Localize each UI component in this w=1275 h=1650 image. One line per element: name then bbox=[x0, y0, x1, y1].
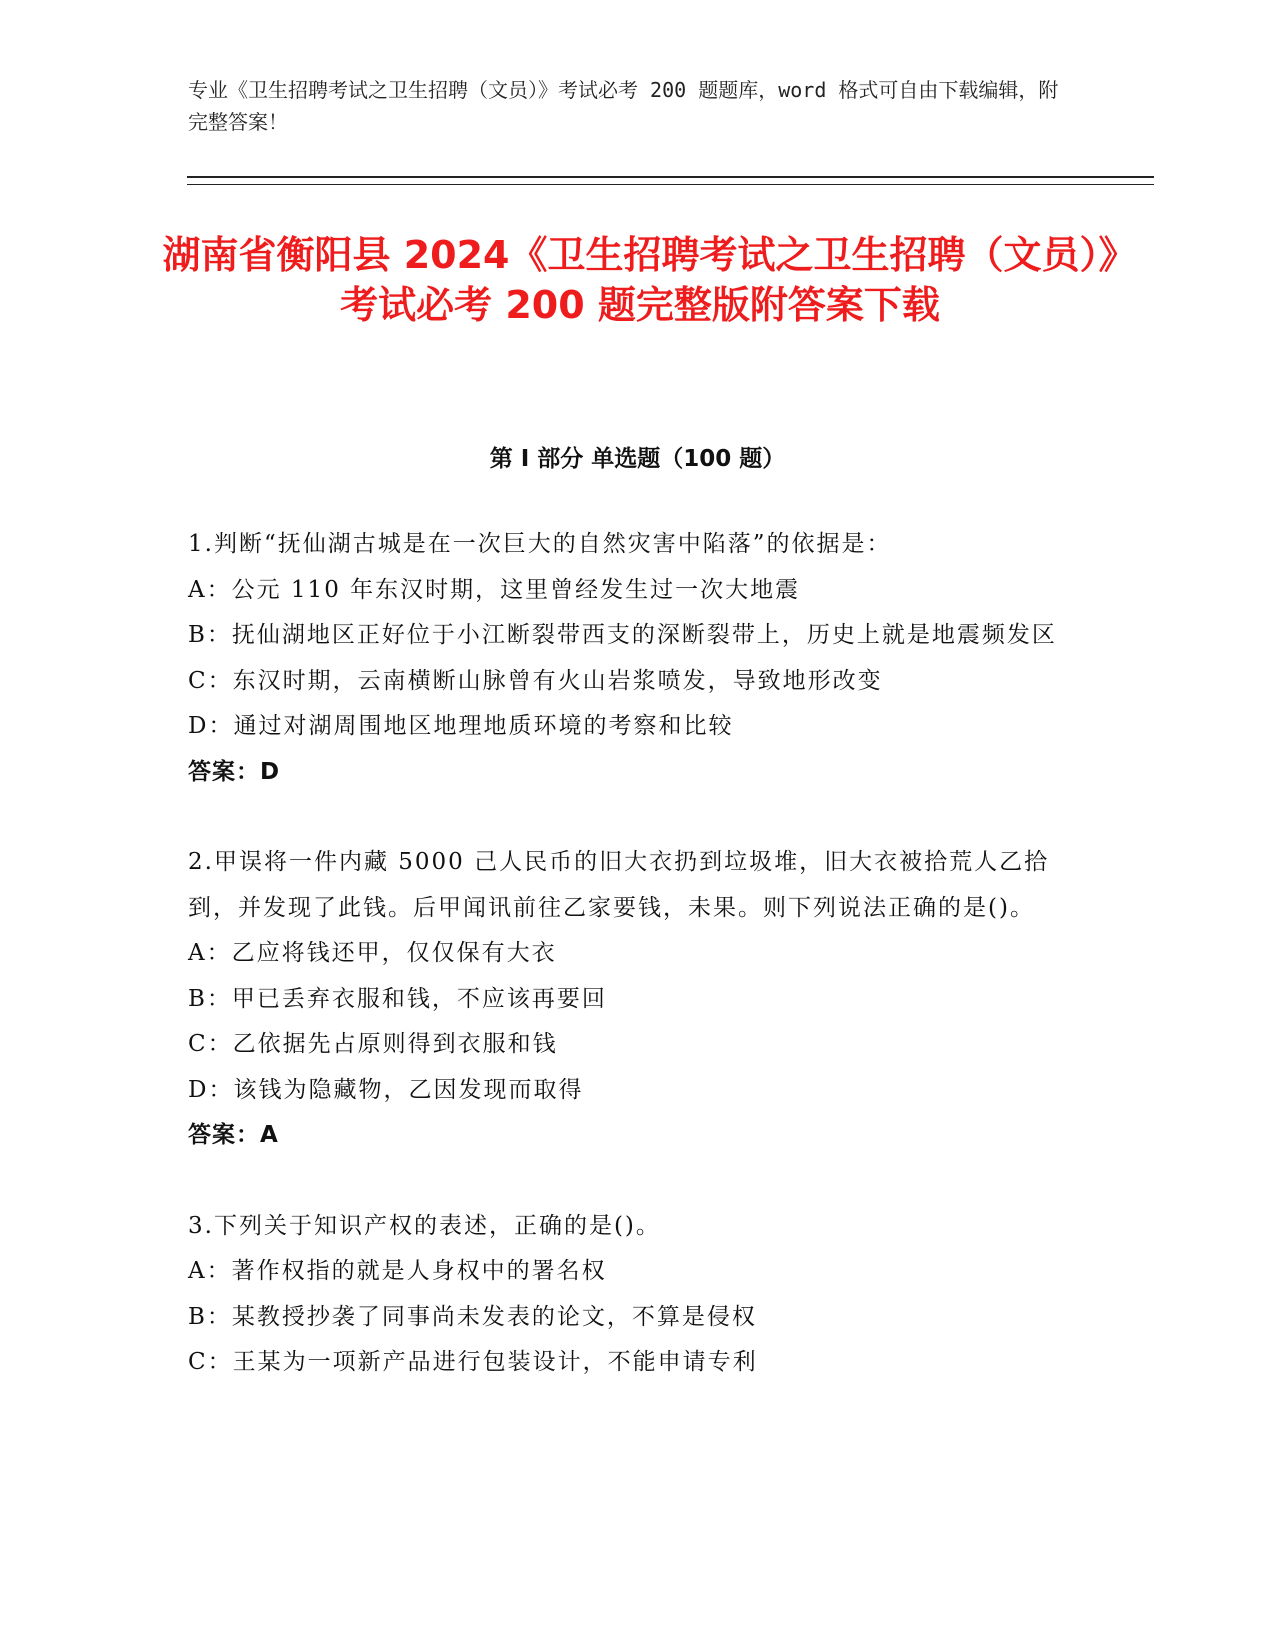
question-2 bbox=[188, 840, 1078, 1159]
question-stem: 2.甲误将一件内藏 5000 己人民币的旧大衣扔到垃圾堆，旧大衣被拾荒人乙拾到，并发现了此钱。后甲闻讯前往乙家要钱，未果。则下列说法正确的是()。 bbox=[188, 849, 1050, 921]
option-b: B：某教授抄袭了同事尚未发表的论文，不算是侵权 bbox=[188, 1303, 757, 1330]
option-b: B：甲已丢弃衣服和钱，不应该再要回 bbox=[188, 985, 607, 1012]
question-stem: 1.判断“抚仙湖古城是在一次巨大的自然灾害中陷落”的依据是： bbox=[188, 531, 892, 557]
option-c: C：东汉时期，云南横断山脉曾有火山岩浆喷发，导致地形改变 bbox=[188, 667, 883, 694]
header-note: 专业《卫生招聘考试之卫生招聘（文员）》考试必考 200 题题库，word 格式可自由下载编辑，附完整答案！ bbox=[188, 78, 1059, 134]
option-b: B：抚仙湖地区正好位于小江断裂带西支的深断裂带上，历史上就是地震频发区 bbox=[188, 622, 1057, 648]
question-stem: 3.下列关于知识产权的表述，正确的是()。 bbox=[188, 1212, 661, 1239]
option-d: D：通过对湖周围地区地理地质环境的考察和比较 bbox=[188, 713, 734, 739]
header-divider-thin bbox=[187, 184, 1154, 185]
answer-label: 答案：D bbox=[188, 758, 281, 785]
question-3 bbox=[188, 1204, 1078, 1386]
question-1 bbox=[188, 522, 1078, 795]
option-c: C：王某为一项新产品进行包装设计，不能申请专利 bbox=[188, 1349, 758, 1375]
option-a: A：乙应将钱还甲，仅仅保有大衣 bbox=[188, 940, 557, 966]
document-title: 湖南省衡阳县 2024《卫生招聘考试之卫生招聘（文员）》考试必考 200 题完整版附答案下载 bbox=[162, 233, 1118, 327]
section-heading: 第 I 部分 单选题（100 题） bbox=[489, 446, 786, 472]
option-d: D：该钱为隐藏物，乙因发现而取得 bbox=[188, 1076, 584, 1103]
option-c: C：乙依据先占原则得到衣服和钱 bbox=[188, 1031, 558, 1057]
header-divider-thick bbox=[187, 176, 1154, 178]
option-a: A：著作权指的就是人身权中的署名权 bbox=[188, 1258, 607, 1284]
question-list bbox=[188, 522, 1078, 1431]
option-a: A：公元 110 年东汉时期，这里曾经发生过一次大地震 bbox=[188, 576, 801, 603]
answer-label: 答案：A bbox=[188, 1122, 279, 1148]
